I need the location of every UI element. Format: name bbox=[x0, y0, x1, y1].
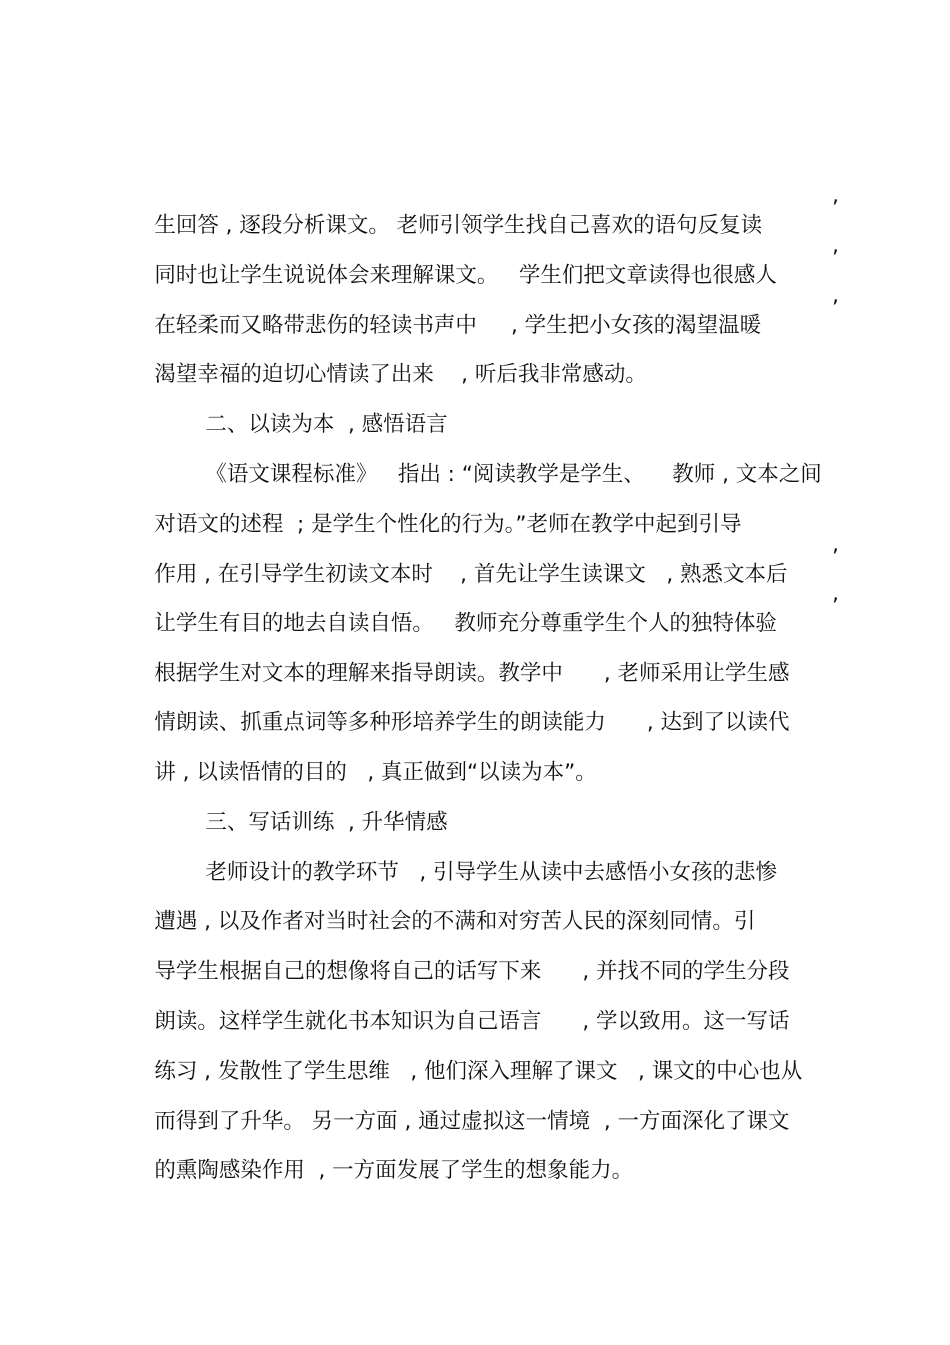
body-line bbox=[127, 231, 839, 288]
body-line bbox=[127, 977, 839, 1034]
body-line bbox=[127, 181, 839, 238]
body-line bbox=[127, 530, 839, 587]
line-tail-punct: , bbox=[832, 233, 839, 258]
body-line bbox=[127, 1126, 839, 1183]
body-line bbox=[127, 927, 839, 984]
line-text: 遭遇 , 以及作者对当时社会的不满和对穷苦人民的深刻同情。引 bbox=[154, 909, 756, 934]
line-tail-punct: , bbox=[832, 283, 839, 308]
line-tail-punct: , bbox=[832, 183, 839, 208]
line-text: 根据学生对文本的理解来指导朗读。教学中 , 老师采用让学生感 bbox=[154, 661, 790, 686]
body-line bbox=[127, 480, 839, 537]
line-text: 渴望幸福的迫切心情读了出来 , 听后我非常感动。 bbox=[154, 362, 647, 387]
section-heading bbox=[178, 778, 839, 835]
line-text: 老师设计的教学环节 , 引导学生从读中去感悟小女孩的悲惨 bbox=[205, 860, 778, 885]
line-text: 情朗读、抓重点词等多种形培养学生的朗读能力 , 达到了以读代 bbox=[154, 710, 790, 735]
body-line bbox=[127, 629, 839, 686]
heading-text: 二、以读为本 , 感悟语言 bbox=[205, 412, 448, 437]
line-text: 朗读。这样学生就化书本知识为自己语言 , 学以致用。这一写话 bbox=[154, 1009, 790, 1034]
body-line bbox=[127, 579, 839, 636]
line-text: 作用 , 在引导学生初读文本时 , 首先让学生读课文 , 熟悉文本后 bbox=[154, 562, 788, 587]
line-tail-punct: , bbox=[832, 581, 839, 606]
line-text: 生回答 , 逐段分析课文。 老师引领学生找自己喜欢的语句反复读 bbox=[154, 213, 763, 238]
body-line bbox=[178, 430, 839, 487]
body-line bbox=[127, 1027, 839, 1084]
line-text: 讲 , 以读悟情的目的 , 真正做到“以读为本”。 bbox=[154, 760, 597, 785]
section-heading bbox=[178, 380, 839, 437]
line-text: 同时也让学生说说体会来理解课文。 学生们把文章读得也很感人 bbox=[154, 263, 777, 288]
line-text: 让学生有目的地去自读自悟。 教师充分尊重学生个人的独特体验 bbox=[154, 611, 777, 636]
body-line bbox=[127, 728, 839, 785]
body-line bbox=[127, 281, 839, 338]
body-line bbox=[127, 877, 839, 934]
line-text: 而得到了升华。 另一方面 , 通过虚拟这一情境 , 一方面深化了课文 bbox=[154, 1109, 790, 1134]
line-tail-punct: , bbox=[832, 532, 839, 557]
heading-text: 三、写话训练 , 升华情感 bbox=[205, 810, 448, 835]
body-line bbox=[127, 330, 839, 387]
line-text: 《语文课程标准》 指出 : “阅读教学是学生、 教师 , 文本之间 bbox=[205, 462, 822, 487]
line-text: 对语文的述程 ; 是学生个性化的行为。”老师在教学中起到引导 bbox=[154, 512, 742, 537]
body-line bbox=[178, 828, 839, 885]
line-text: 在轻柔而又略带悲伤的轻读书声中 , 学生把小女孩的渴望温暖 bbox=[154, 313, 762, 338]
line-text: 导学生根据自己的想像将自己的话写下来 , 并找不同的学生分段 bbox=[154, 959, 790, 984]
line-text: 的熏陶感染作用 , 一方面发展了学生的想象能力。 bbox=[154, 1158, 634, 1183]
line-text: 练习 , 发散性了学生思维 , 他们深入理解了课文 , 课文的中心也从 bbox=[154, 1059, 803, 1084]
body-line bbox=[127, 1077, 839, 1134]
body-line bbox=[127, 678, 839, 735]
